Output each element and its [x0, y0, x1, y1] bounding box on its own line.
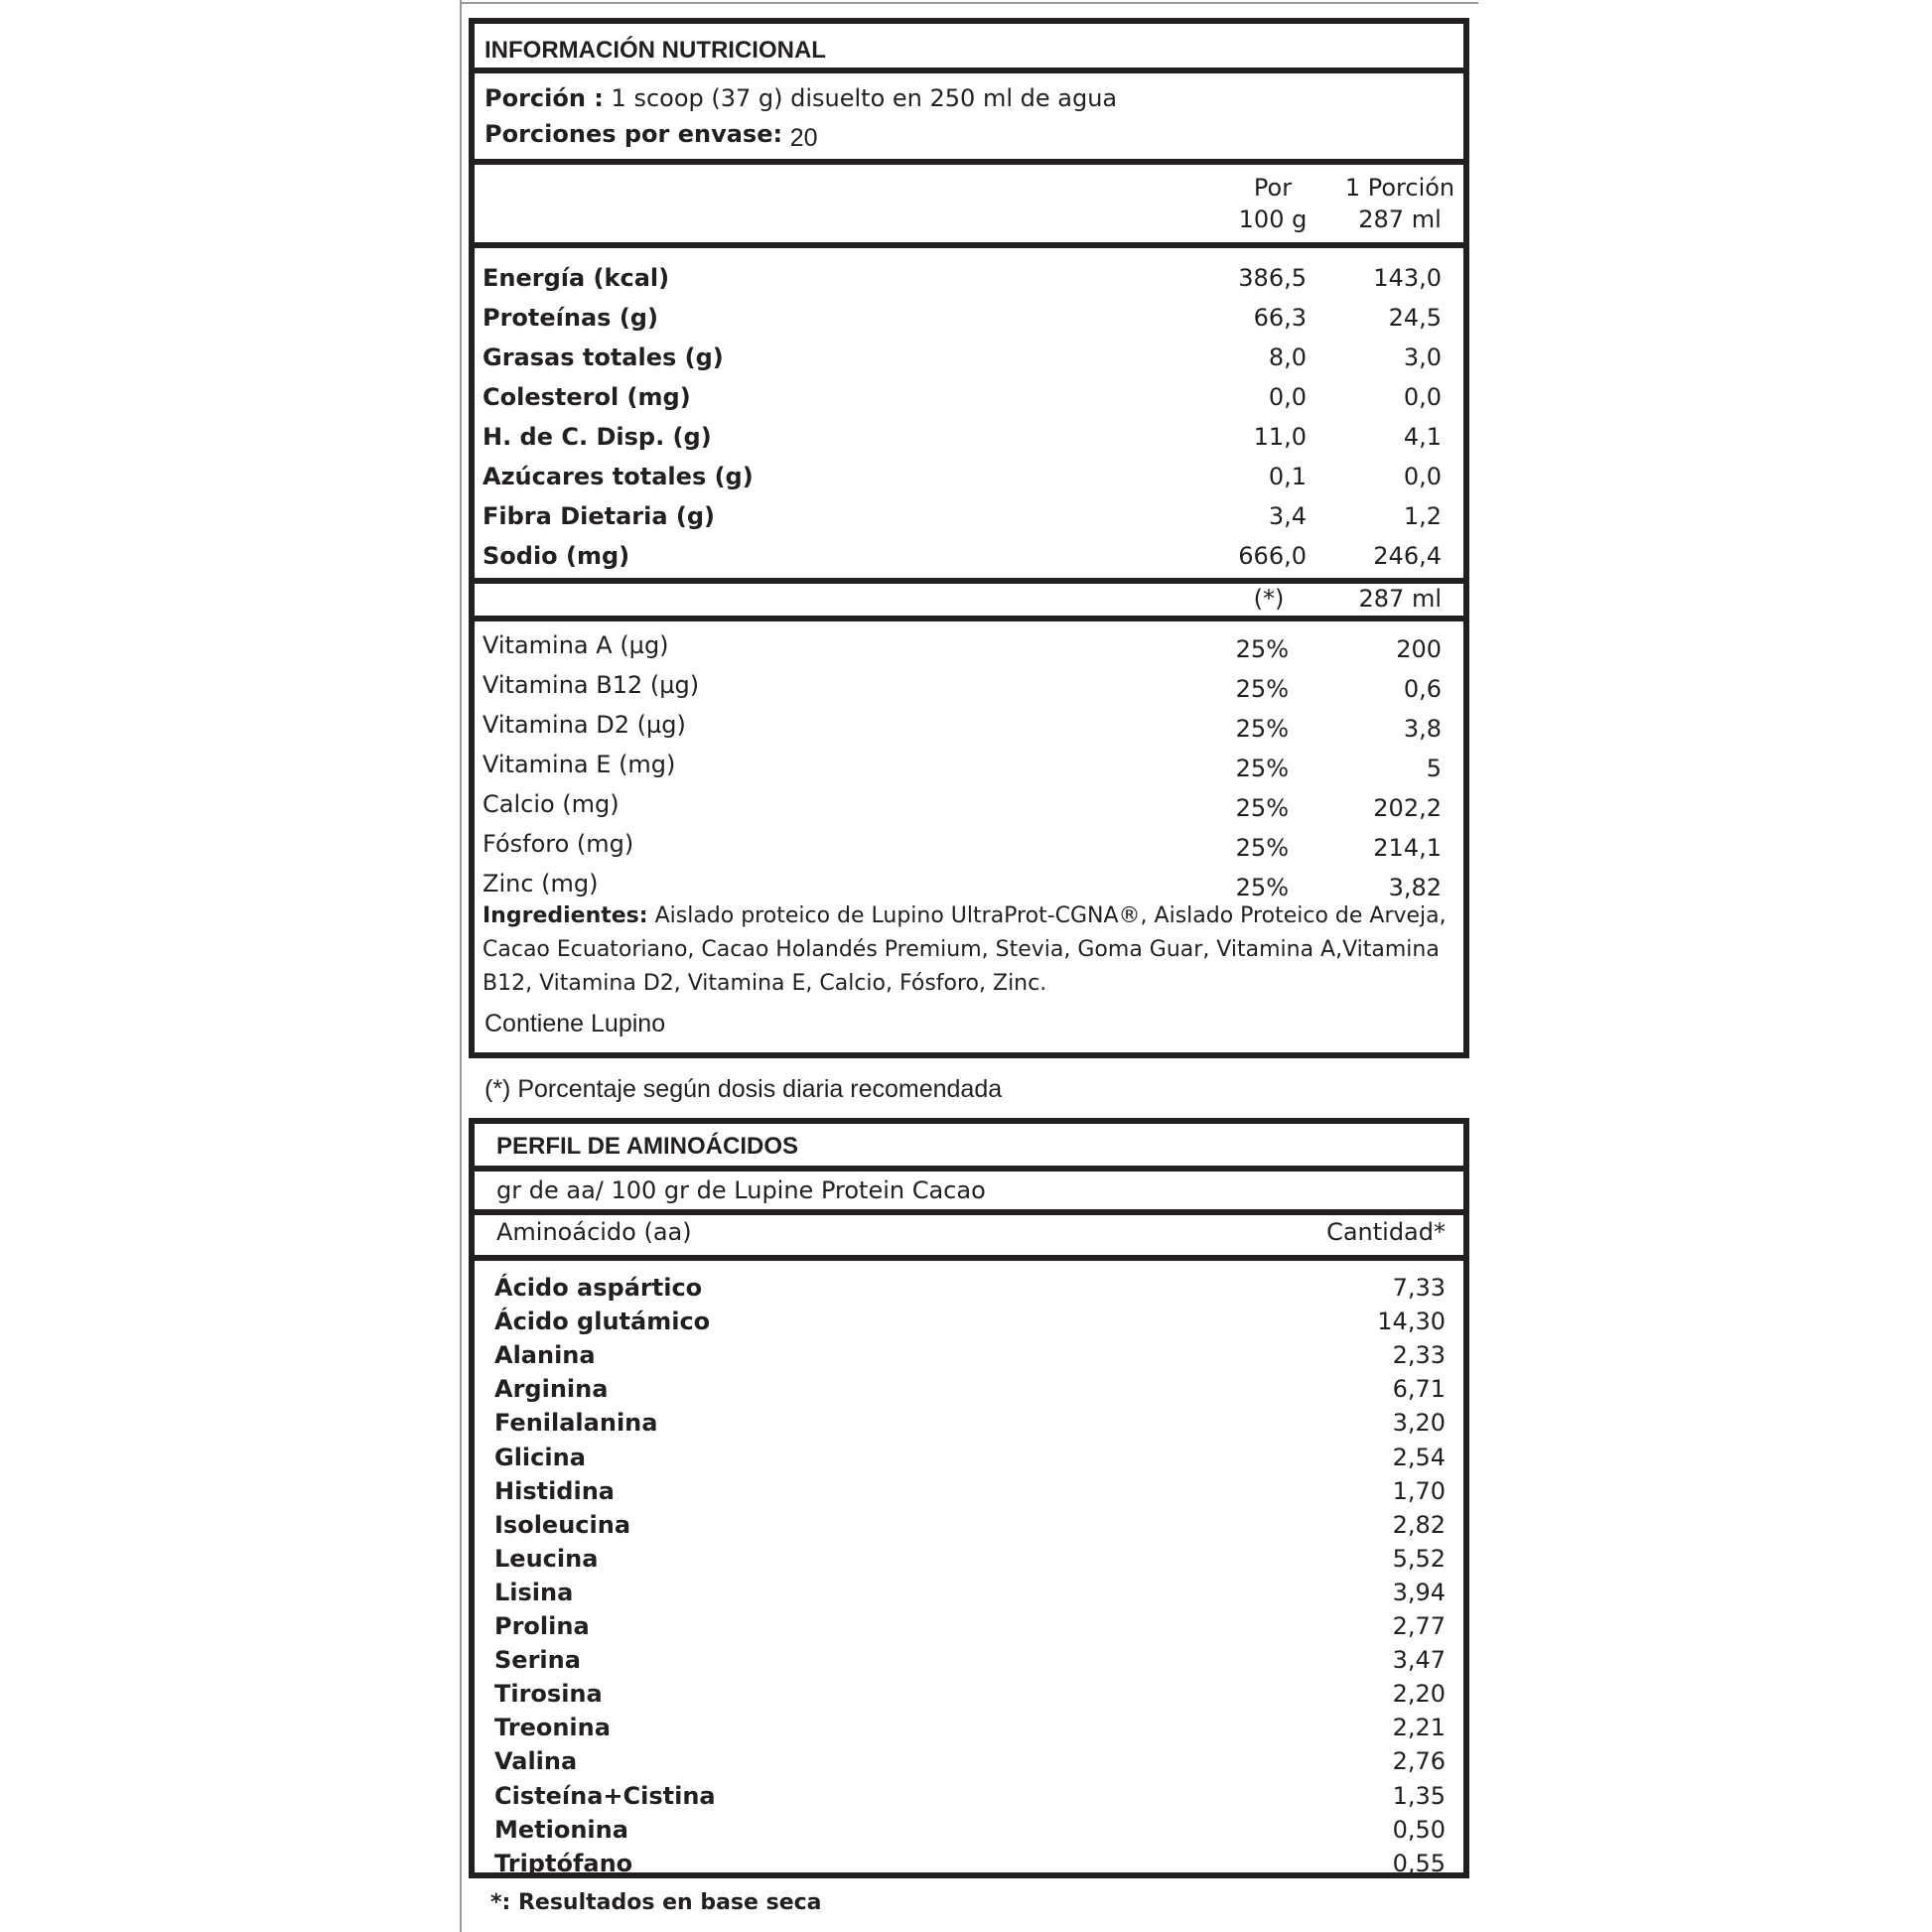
divider — [475, 1255, 1463, 1261]
vitamin-label: Vitamina A (µg) — [483, 631, 669, 659]
footnote: (*) Porcentaje según dosis diaria recomendada — [484, 1075, 1003, 1103]
macro-label: Grasas totales (g) — [483, 344, 724, 371]
servings-line — [484, 119, 818, 152]
macro-per100: 666,0 — [1238, 542, 1307, 570]
amino-name: Ácido glutámico — [494, 1308, 711, 1336]
macro-row — [475, 500, 1463, 532]
amino-note: *: Resultados en base seca — [490, 1890, 822, 1915]
vitamin-value: 3,82 — [1388, 874, 1442, 901]
amino-row — [475, 1711, 1463, 1744]
macro-label: Colesterol (mg) — [483, 383, 691, 411]
amino-row — [475, 1474, 1463, 1508]
amino-name: Glicina — [494, 1443, 586, 1471]
amino-row — [475, 1542, 1463, 1576]
macro-label: H. de C. Disp. (g) — [483, 423, 712, 451]
amino-row — [475, 1271, 1463, 1305]
ingredients-text1: Aislado proteico de Lupino UltraProt-CGNA®, Aislado Proteico de Arveja, — [654, 903, 1447, 928]
vitamin-pct: 25% — [1235, 794, 1289, 822]
macro-per100: 0,0 — [1268, 383, 1307, 411]
amino-name: Leucina — [494, 1544, 599, 1573]
vitamin-label: Vitamina B12 (µg) — [483, 671, 700, 699]
col-per100-line2: 100 g — [1238, 206, 1308, 233]
vitamin-pct: 25% — [1235, 675, 1289, 703]
vitamin-value: 200 — [1396, 635, 1442, 663]
vitamin-row — [475, 828, 1463, 860]
vitamin-label: Calcio (mg) — [483, 790, 620, 818]
amino-qty: 0,50 — [1392, 1815, 1446, 1844]
macro-label: Proteínas (g) — [483, 304, 658, 332]
macro-row — [475, 302, 1463, 334]
vitamin-pct: 25% — [1235, 755, 1289, 782]
amino-name: Serina — [494, 1646, 581, 1675]
vitamin-pct: 25% — [1235, 635, 1289, 663]
macro-per100: 8,0 — [1268, 344, 1307, 371]
ingredients-line1 — [483, 899, 1465, 933]
amino-name: Cisteína+Cistina — [494, 1781, 716, 1810]
amino-name: Histidina — [494, 1476, 615, 1505]
macro-portion: 3,0 — [1403, 344, 1442, 371]
macro-row — [475, 381, 1463, 413]
col-per100-line1: Por — [1253, 174, 1293, 202]
macro-row — [475, 262, 1463, 294]
divider — [475, 242, 1463, 248]
macro-portion: 143,0 — [1373, 264, 1442, 292]
amino-row — [475, 1441, 1463, 1474]
amino-qty: 3,47 — [1392, 1646, 1446, 1675]
divider — [475, 1166, 1463, 1172]
amino-row — [475, 1813, 1463, 1847]
divider — [475, 578, 1463, 584]
amino-row — [475, 1338, 1463, 1372]
portion-label: Porción : — [484, 84, 604, 112]
macro-per100: 3,4 — [1268, 502, 1307, 530]
vitamin-value: 214,1 — [1373, 834, 1442, 862]
amino-name: Valina — [494, 1747, 578, 1776]
vitamin-row — [475, 788, 1463, 820]
amino-qty: 2,82 — [1392, 1510, 1446, 1539]
amino-name: Treonina — [494, 1714, 611, 1742]
page-border-left — [460, 0, 462, 1932]
vitamin-label: Fósforo (mg) — [483, 830, 634, 858]
amino-name: Triptófano — [494, 1849, 633, 1877]
amino-row — [475, 1406, 1463, 1440]
vit-col-pct: (*) — [1253, 585, 1285, 613]
vitamin-value: 0,6 — [1403, 675, 1442, 703]
macro-label: Energía (kcal) — [483, 264, 670, 292]
portion-value: 1 scoop (37 g) disuelto en 250 ml de agua — [611, 84, 1118, 112]
nutrition-title: INFORMACIÓN NUTRICIONAL — [484, 37, 826, 64]
amino-name: Tirosina — [494, 1680, 603, 1709]
amino-row — [475, 1372, 1463, 1406]
macro-portion: 0,0 — [1403, 383, 1442, 411]
macro-per100: 11,0 — [1253, 423, 1307, 451]
ingredients-line3: B12, Vitamina D2, Vitamina E, Calcio, Fósforo, Zinc. — [483, 971, 1047, 996]
amino-qty: 2,33 — [1392, 1341, 1446, 1370]
divider — [475, 616, 1463, 621]
servings-value: 20 — [789, 124, 818, 152]
amino-qty: 3,20 — [1392, 1409, 1446, 1438]
divider — [475, 1209, 1463, 1215]
vitamin-value: 3,8 — [1403, 715, 1442, 743]
amino-qty: 2,21 — [1392, 1714, 1446, 1742]
vitamin-label: Vitamina E (mg) — [483, 751, 676, 778]
vitamin-value: 5 — [1426, 755, 1442, 782]
amino-title: PERFIL DE AMINOÁCIDOS — [496, 1133, 799, 1160]
amino-qty: 2,77 — [1392, 1612, 1446, 1640]
amino-row — [475, 1744, 1463, 1778]
macro-per100: 0,1 — [1268, 463, 1307, 490]
amino-row — [475, 1609, 1463, 1643]
amino-qty: 2,20 — [1392, 1680, 1446, 1709]
macro-row — [475, 540, 1463, 572]
vitamin-row — [475, 629, 1463, 661]
amino-name: Metionina — [494, 1815, 628, 1844]
amino-qty: 2,76 — [1392, 1747, 1446, 1776]
col-portion-line2: 287 ml — [1358, 206, 1442, 233]
vitamin-label: Vitamina D2 (µg) — [483, 711, 686, 739]
amino-subtitle: gr de aa/ 100 gr de Lupine Protein Cacao — [496, 1176, 986, 1204]
amino-row — [475, 1677, 1463, 1711]
vitamin-label: Zinc (mg) — [483, 870, 599, 897]
amino-table — [469, 1118, 1469, 1878]
macro-per100: 386,5 — [1238, 264, 1307, 292]
amino-qty: 0,55 — [1392, 1849, 1446, 1877]
amino-row — [475, 1576, 1463, 1609]
macro-row — [475, 421, 1463, 453]
amino-row — [475, 1508, 1463, 1542]
macro-portion: 1,2 — [1403, 502, 1442, 530]
amino-qty: 2,54 — [1392, 1443, 1446, 1471]
amino-qty: 1,70 — [1392, 1476, 1446, 1505]
contains-lupino: Contiene Lupino — [484, 1010, 666, 1037]
amino-row — [475, 1643, 1463, 1677]
macro-portion: 246,4 — [1373, 542, 1442, 570]
macro-row — [475, 461, 1463, 492]
amino-name: Fenilalanina — [494, 1409, 658, 1438]
page-border-top — [460, 2, 1478, 4]
vitamin-row — [475, 709, 1463, 741]
vitamin-pct: 25% — [1235, 874, 1289, 901]
ingredients-line2: Cacao Ecuatoriano, Cacao Holandés Premium, Stevia, Goma Guar, Vitamina A,Vitamina — [483, 937, 1440, 962]
amino-col-name: Aminoácido (aa) — [496, 1218, 692, 1246]
amino-qty: 6,71 — [1392, 1375, 1446, 1404]
col-portion-line1: 1 Porción — [1344, 174, 1455, 202]
amino-qty: 5,52 — [1392, 1544, 1446, 1573]
amino-col-qty: Cantidad* — [1326, 1218, 1446, 1246]
macro-portion: 24,5 — [1388, 304, 1442, 332]
amino-row — [475, 1847, 1463, 1880]
vitamin-row — [475, 669, 1463, 701]
amino-qty: 3,94 — [1392, 1578, 1446, 1606]
vitamin-row — [475, 749, 1463, 780]
amino-qty: 1,35 — [1392, 1781, 1446, 1810]
amino-name: Isoleucina — [494, 1510, 631, 1539]
amino-name: Prolina — [494, 1612, 590, 1640]
amino-qty: 14,30 — [1377, 1308, 1446, 1336]
amino-name: Ácido aspártico — [494, 1274, 703, 1302]
macro-label: Sodio (mg) — [483, 542, 630, 570]
amino-name: Lisina — [494, 1578, 574, 1606]
vitamin-pct: 25% — [1235, 715, 1289, 743]
amino-name: Arginina — [494, 1375, 609, 1404]
amino-row — [475, 1779, 1463, 1813]
amino-row — [475, 1305, 1463, 1338]
amino-qty: 7,33 — [1392, 1274, 1446, 1302]
macro-per100: 66,3 — [1253, 304, 1307, 332]
macro-label: Fibra Dietaria (g) — [483, 502, 716, 530]
vit-col-value: 287 ml — [1358, 585, 1442, 613]
ingredients-label: Ingredientes: — [483, 903, 648, 928]
vitamin-value: 202,2 — [1373, 794, 1442, 822]
macro-portion: 4,1 — [1403, 423, 1442, 451]
macro-portion: 0,0 — [1403, 463, 1442, 490]
portion-line — [484, 83, 1117, 113]
servings-label: Porciones por envase: — [484, 120, 783, 148]
amino-name: Alanina — [494, 1341, 596, 1370]
vitamin-row — [475, 868, 1463, 899]
macro-label: Azúcares totales (g) — [483, 463, 754, 490]
divider — [475, 159, 1463, 165]
vitamin-pct: 25% — [1235, 834, 1289, 862]
macro-row — [475, 342, 1463, 373]
nutrition-table — [469, 18, 1469, 1058]
divider — [475, 68, 1463, 73]
